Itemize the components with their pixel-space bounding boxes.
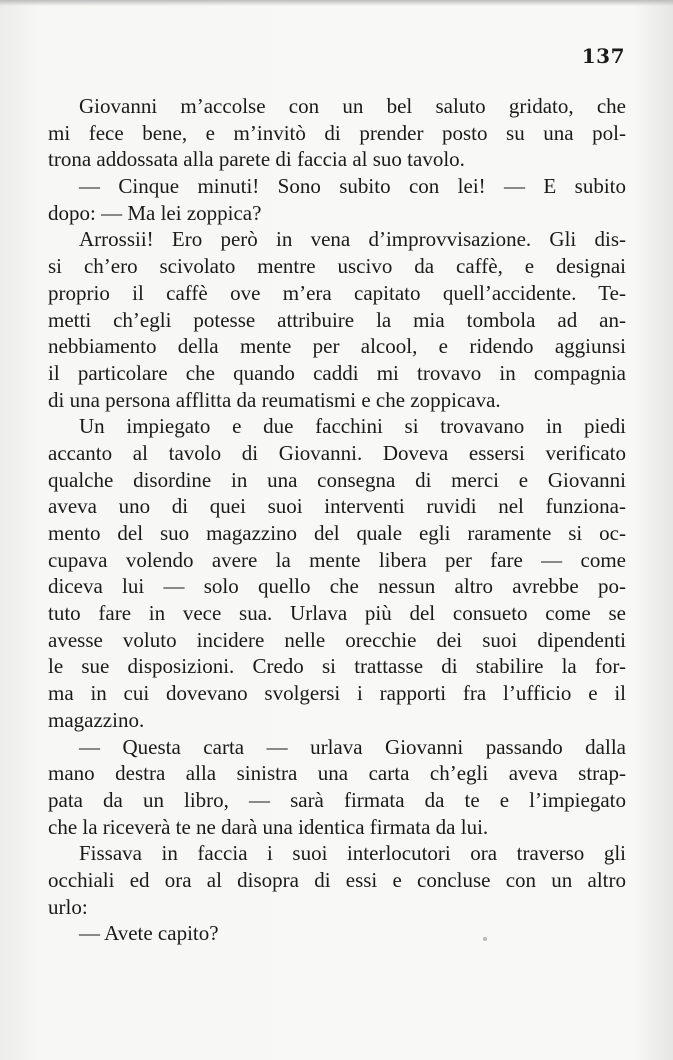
text-line: aveva uno di quei suoi interventi ruvidi nel funziona- bbox=[48, 494, 626, 519]
page-number: 137 bbox=[581, 44, 625, 68]
text-line: mi fece bene, e m’invitò di prender posto su una pol- bbox=[48, 120, 626, 145]
text-line: urlo: bbox=[48, 894, 88, 919]
page-top-edge bbox=[0, 0, 673, 6]
text-line: il particolare che quando caddi mi trovavo in compagnia bbox=[48, 360, 626, 385]
text-line: avesse voluto incidere nelle orecchie dei suoi dipendenti bbox=[48, 627, 626, 652]
text-line: Un impiegato e due facchini si trovavano in piedi bbox=[79, 414, 626, 439]
text-line: mento del suo magazzino del quale egli raramente si oc- bbox=[48, 521, 626, 545]
text-line: cupava volendo avere la mente libera per fare — come bbox=[48, 547, 626, 572]
text-line: nebbiamento della mente per alcool, e ridendo aggiunsi bbox=[48, 334, 626, 359]
paper-speck bbox=[483, 937, 487, 941]
text-line: qualche disordine in una consegna di merci e Giovanni bbox=[48, 467, 626, 492]
text-line: mano destra alla sinistra una carta ch’egli aveva strap- bbox=[48, 761, 626, 786]
text-line: — Questa carta — urlava Giovanni passando dalla bbox=[79, 734, 626, 759]
text-line: che la riceverà te ne darà una identica firmata da lui. bbox=[48, 814, 489, 839]
text-line: le sue disposizioni. Credo si trattasse di stabilire la for- bbox=[48, 654, 626, 679]
text-line: proprio il caffè ove m’era capitato quell’accidente. Te- bbox=[48, 280, 626, 305]
text-line: di una persona afflitta da reumatismi e che zoppicava. bbox=[48, 387, 501, 412]
text-line: metti ch’egli potesse attribuire la mia tombola ad an- bbox=[48, 307, 626, 332]
text-line: dopo: — Ma lei zoppica? bbox=[48, 200, 262, 225]
text-line: magazzino. bbox=[48, 707, 145, 732]
text-line: tuto fare in vece sua. Urlava più del consueto come se bbox=[48, 601, 626, 626]
text-line: — Cinque minuti! Sono subito con lei! — E subito bbox=[79, 174, 626, 199]
text-line: ma in cui dovevano svolgersi i rapporti fra l’ufficio e il bbox=[48, 681, 626, 706]
body-text bbox=[48, 93, 626, 947]
text-line: diceva lui — solo quello che nessun altro avrebbe po- bbox=[48, 574, 626, 599]
text-line: pata da un libro, — sarà firmata da te e l’impiegato bbox=[48, 787, 626, 812]
text-line: Fissava in faccia i suoi interlocutori ora traverso gli bbox=[79, 841, 626, 866]
text-line: occhiali ed ora al disopra di essi e concluse con un altro bbox=[48, 867, 626, 892]
text-line: — Avete capito? bbox=[79, 921, 219, 946]
text-line: si ch’ero scivolato mentre uscivo da caffè, e designai bbox=[48, 254, 626, 279]
text-line: Arrossii! Ero però in vena d’improvvisazione. Gli dis- bbox=[79, 227, 626, 252]
text-line: accanto al tavolo di Giovanni. Doveva essersi verificato bbox=[48, 440, 626, 465]
text-line: trona addossata alla parete di faccia al suo tavolo. bbox=[48, 147, 465, 172]
text-line: Giovanni m’accolse con un bel saluto gridato, che bbox=[79, 94, 626, 118]
